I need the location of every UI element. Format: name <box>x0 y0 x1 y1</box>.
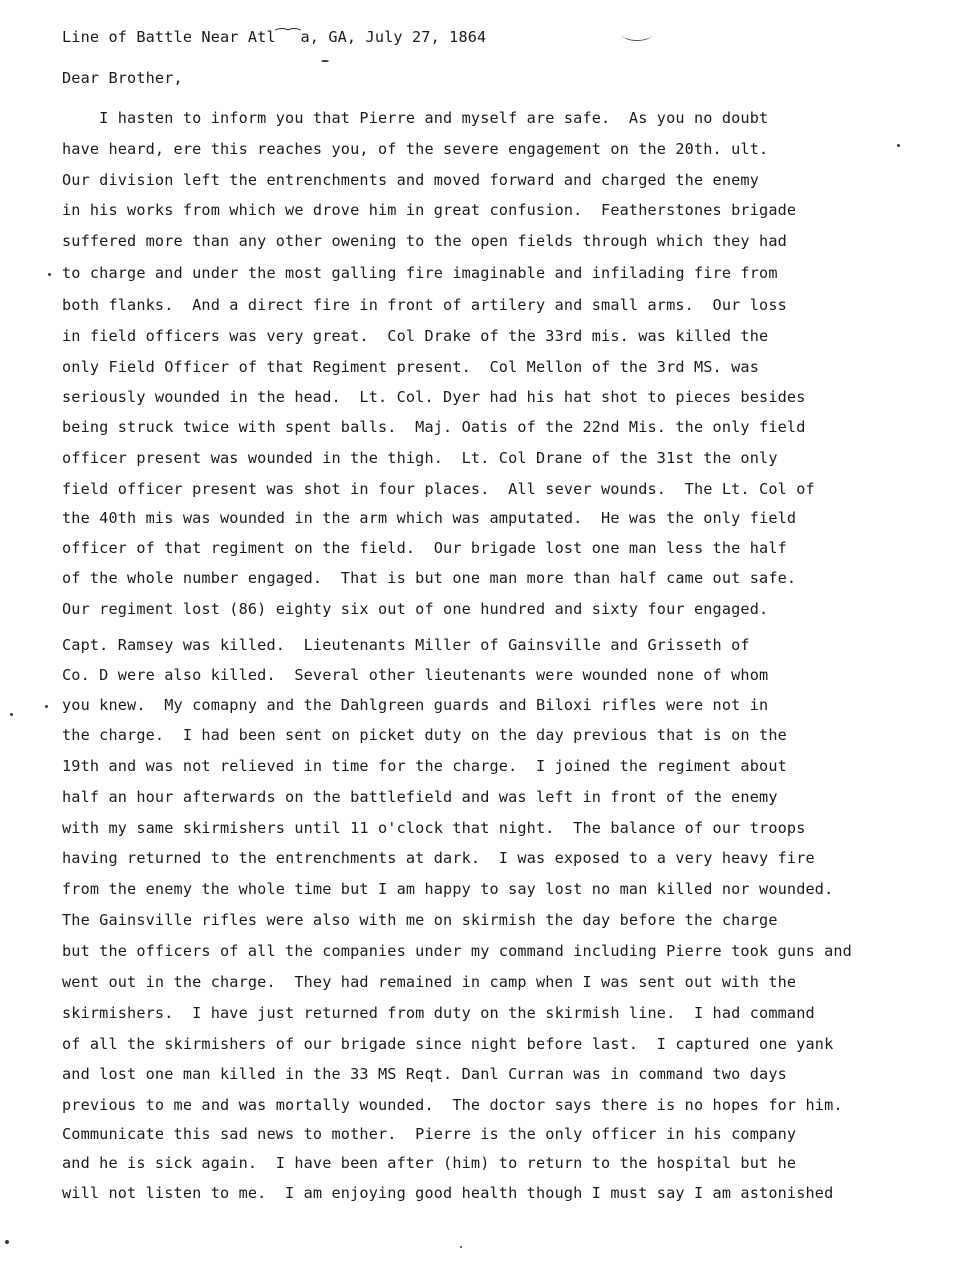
body-line: have heard, ere this reaches you, of the severe engagement on the 20th. ult. <box>62 140 769 158</box>
body-line: but the officers of all the companies under my command including Pierre took guns and <box>62 942 852 960</box>
body-line: of all the skirmishers of our brigade since night before last. I captured one yank <box>62 1035 834 1053</box>
body-line: in his works from which we drove him in great confusion. Featherstones brigade <box>62 201 797 219</box>
body-line: and lost one man killed in the 33 MS Reqt. Danl Curran was in command two days <box>62 1065 787 1083</box>
scan-mark <box>321 60 329 62</box>
body-line: I hasten to inform you that Pierre and myself are safe. As you no doubt <box>62 109 769 127</box>
body-line: the charge. I had been sent on picket duty on the day previous that is on the <box>62 726 787 744</box>
scan-mark <box>45 705 48 708</box>
body-line: suffered more than any other owening to the open fields through which they had <box>62 232 787 250</box>
body-line: of the whole number engaged. That is but one man more than half came out safe. <box>62 569 797 587</box>
body-line: field officer present was shot in four places. All sever wounds. The Lt. Col of <box>62 480 815 498</box>
body-line: will not listen to me. I am enjoying good health though I must say I am astonished <box>62 1184 834 1202</box>
scan-mark <box>48 273 51 276</box>
body-line: and he is sick again. I have been after (him) to return to the hospital but he <box>62 1154 797 1172</box>
body-line: Our regiment lost (86) eighty six out of one hundred and sixty four engaged. <box>62 600 769 618</box>
body-line: only Field Officer of that Regiment present. Col Mellon of the 3rd MS. was <box>62 358 760 376</box>
body-line: The Gainsville rifles were also with me on skirmish the day before the charge <box>62 911 778 929</box>
body-line: officer of that regiment on the field. Our brigade lost one man less the half <box>62 539 787 557</box>
body-line: from the enemy the whole time but I am happy to say lost no man killed nor wounded. <box>62 880 834 898</box>
body-line: being struck twice with spent balls. Maj. Oatis of the 22nd Mis. the only field <box>62 418 806 436</box>
body-line: with my same skirmishers until 11 o'clock that night. The balance of our troops <box>62 819 806 837</box>
body-line: in field officers was very great. Col Drake of the 33rd mis. was killed the <box>62 327 769 345</box>
body-line: the 40th mis was wounded in the arm which was amputated. He was the only field <box>62 509 797 527</box>
body-line: Capt. Ramsey was killed. Lieutenants Miller of Gainsville and Grisseth of <box>62 636 750 654</box>
body-line: Communicate this sad news to mother. Pierre is the only officer in his company <box>62 1125 797 1143</box>
scan-mark <box>622 28 652 41</box>
scan-mark <box>10 713 13 716</box>
body-line: both flanks. And a direct fire in front of artilery and small arms. Our loss <box>62 296 787 314</box>
body-line: half an hour afterwards on the battlefield and was left in front of the enemy <box>62 788 778 806</box>
body-line: previous to me and was mortally wounded. The doctor says there is no hopes for him. <box>62 1096 843 1114</box>
body-line: to charge and under the most galling fire imaginable and infilading fire from <box>62 264 778 282</box>
body-line: having returned to the entrenchments at dark. I was exposed to a very heavy fire <box>62 849 815 867</box>
body-line: skirmishers. I have just returned from duty on the skirmish line. I had command <box>62 1004 815 1022</box>
body-line: seriously wounded in the head. Lt. Col. Dyer had his hat shot to pieces besides <box>62 388 806 406</box>
letter-heading: Line of Battle Near Atl⁀⁀a, GA, July 27, 1864 <box>62 28 487 46</box>
scan-mark <box>5 1240 9 1244</box>
letter-salutation: Dear Brother, <box>62 69 183 87</box>
body-line: Our division left the entrenchments and moved forward and charged the enemy <box>62 171 760 189</box>
body-line: Co. D were also killed. Several other lieutenants were wounded none of whom <box>62 666 769 684</box>
body-line: officer present was wounded in the thigh. Lt. Col Drane of the 31st the only <box>62 449 778 467</box>
body-line: you knew. My comapny and the Dahlgreen guards and Biloxi rifles were not in <box>62 696 769 714</box>
body-line: 19th and was not relieved in time for the charge. I joined the regiment about <box>62 757 787 775</box>
scan-mark <box>460 1246 462 1248</box>
scan-mark <box>897 144 900 147</box>
body-line: went out in the charge. They had remained in camp when I was sent out with the <box>62 973 797 991</box>
